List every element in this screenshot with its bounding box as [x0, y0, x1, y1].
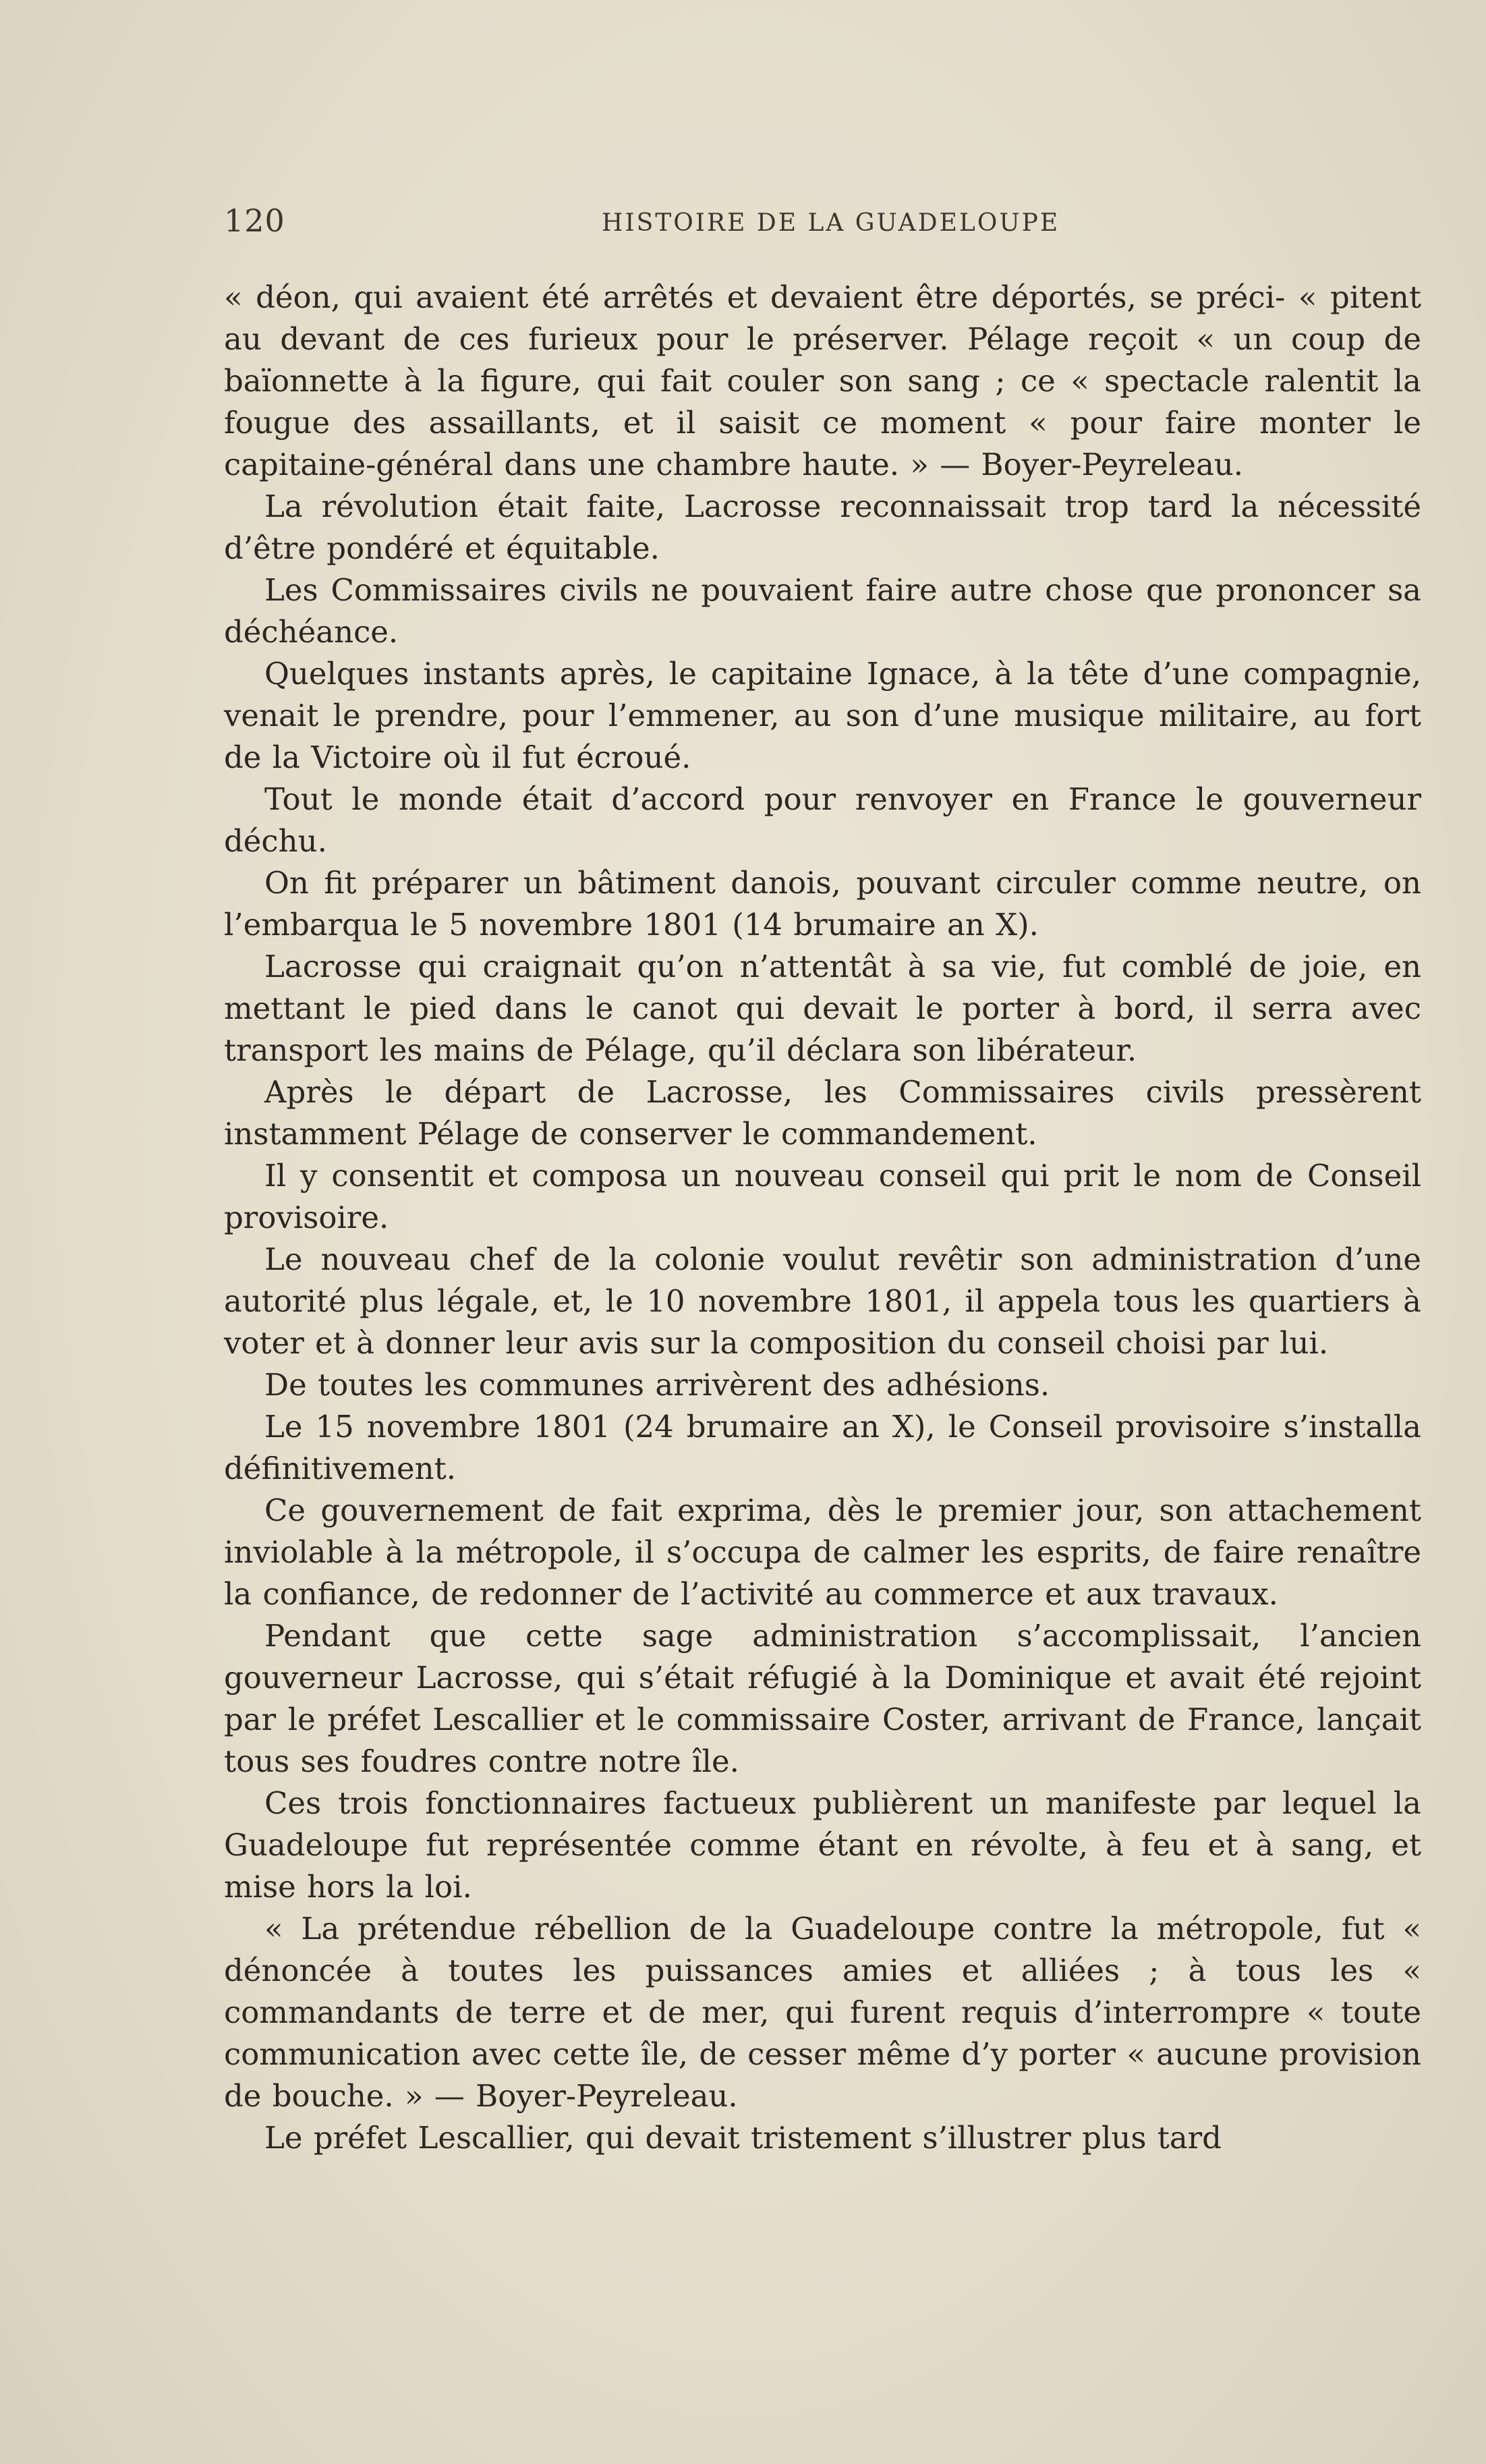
running-title: HISTOIRE DE LA GUADELOUPE: [602, 209, 1060, 237]
paragraph: Pendant que cette sage administration s’accomplissait, l’ancien gouverneur Lacrosse, qui s’était réfugié à la Dominique et avait été rejoint par le préfet Lescallier et le commissaire Coster, arrivant de France, lançait tous ses foudres contre notre île.: [224, 1618, 1421, 1779]
paragraph: On fit préparer un bâtiment danois, pouvant circuler comme neutre, on l’embarqua le 5 novembre 1801 (14 brumaire an X).: [224, 865, 1421, 943]
paragraph: Il y consentit et composa un nouveau conseil qui prit le nom de Conseil provisoire.: [224, 1158, 1421, 1235]
page-header: [224, 202, 1425, 250]
page-number: 120: [224, 202, 285, 239]
paragraph-quote-boyer-1: « déon, qui avaient été arrêtés et devaient être déportés, se préci- « pitent au devant de ces furieux pour le préserver. Pélage reçoit « un coup de baïonnette à la figure, qui fait couler son sang ; ce « spectacle ralentit la fougue des assaillants, et il saisit ce moment « pour faire monter le capitaine-général dans une chambre haute. » — Boyer-Peyreleau.: [224, 279, 1421, 482]
paragraph: De toutes les communes arrivèrent des adhésions.: [264, 1367, 1050, 1403]
paragraph: Les Commissaires civils ne pouvaient faire autre chose que prononcer sa déchéance.: [224, 572, 1421, 650]
paragraph: Lacrosse qui craignait qu’on n’attentât à sa vie, fut comblé de joie, en mettant le pied dans le canot qui devait le porter à bord, il serra avec transport les mains de Pélage, qu’il déclara son libérateur.: [224, 949, 1421, 1068]
paragraph: Après le départ de Lacrosse, les Commissaires civils pressèrent instamment Pélage de conserver le commandement.: [224, 1074, 1421, 1152]
body-text: [224, 277, 1421, 2159]
paragraph: Tout le monde était d’accord pour renvoyer en France le gouverneur déchu.: [224, 781, 1421, 859]
paragraph: Ce gouvernement de fait exprima, dès le premier jour, son attachement inviolable à la métropole, il s’occupa de calmer les esprits, de faire renaître la confiance, de redonner de l’activité au commerce et aux travaux.: [224, 1492, 1421, 1612]
paragraph: Le nouveau chef de la colonie voulut revêtir son administration d’une autorité plus légale, et, le 10 novembre 1801, il appela tous les quartiers à voter et à donner leur avis sur la composition du conseil choisi par lui.: [224, 1241, 1421, 1361]
paragraph-quote-boyer-2: « La prétendue rébellion de la Guadeloupe contre la métropole, fut « dénoncée à toutes les puissances amies et alliées ; à tous les « commandants de terre et de mer, qui furent requis d’interrompre « toute communication avec cette île, de cesser même d’y porter « aucune provision de bouche. » — Boyer-Peyreleau.: [224, 1911, 1421, 2114]
paragraph: Quelques instants après, le capitaine Ignace, à la tête d’une compagnie, venait le prendre, pour l’emmener, au son d’une musique militaire, au fort de la Victoire où il fut écroué.: [224, 656, 1421, 775]
paragraph: La révolution était faite, Lacrosse reconnaissait trop tard la nécessité d’être pondéré et équitable.: [224, 488, 1421, 566]
paragraph: Le préfet Lescallier, qui devait tristement s’illustrer plus tard: [264, 2120, 1222, 2156]
paragraph: Le 15 novembre 1801 (24 brumaire an X), le Conseil provisoire s’installa définitivement.: [224, 1409, 1421, 1486]
paragraph: Ces trois fonctionnaires factueux publièrent un manifeste par lequel la Guadeloupe fut représentée comme étant en révolte, à feu et à sang, et mise hors la loi.: [224, 1785, 1421, 1905]
